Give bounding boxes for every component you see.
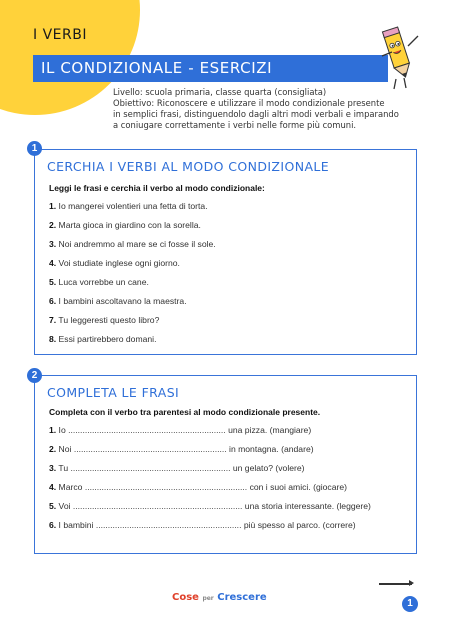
exercise-1-number-badge: 1 xyxy=(27,141,42,156)
intro-level: Livello: scuola primaria, classe quarta (consigliata) xyxy=(113,87,327,97)
list-item: 5. Luca vorrebbe un cane. xyxy=(49,277,149,287)
list-item: 2. Marta gioca in giardino con la sorella. xyxy=(49,220,201,230)
list-item: 1. Io .................................................................. una pizza. (mangiare) xyxy=(49,425,312,435)
list-item: 8. Essi partirebbero domani. xyxy=(49,334,157,344)
intro-objective-end: a coniugare correttamente i verbi nelle forme più comuni. xyxy=(113,120,357,130)
category-label: I VERBI xyxy=(33,27,87,43)
exercise-2-title: COMPLETA LE FRASI xyxy=(47,385,180,400)
next-page-arrow-icon xyxy=(379,583,412,585)
list-item: 4. Marco .................................................................... con i suoi amici. (giocare) xyxy=(49,482,347,492)
page-number-badge: 1 xyxy=(402,596,418,612)
page-title: IL CONDIZIONALE - ESERCIZI xyxy=(41,59,273,77)
exercise-2-list xyxy=(49,421,371,535)
intro-objective-cont: in semplici frasi, distinguendolo dagli altri modi verbali e imparando xyxy=(113,109,399,119)
list-item: 7. Tu leggeresti questo libro? xyxy=(49,315,160,325)
exercise-2-card xyxy=(34,375,417,554)
list-item: 1. Io mangerei volentieri una fetta di torta. xyxy=(49,201,208,211)
list-item: 4. Voi studiate inglese ogni giorno. xyxy=(49,258,180,268)
list-item: 3. Noi andremmo al mare se ci fosse il sole. xyxy=(49,239,216,249)
list-item: 6. I bambini ascoltavano la maestra. xyxy=(49,296,187,306)
exercise-2-instruction: Completa con il verbo tra parentesi al modo condizionale presente. xyxy=(49,407,321,417)
list-item: 3. Tu ................................................................... un gelato? (volere) xyxy=(49,463,305,473)
list-item: 6. I bambini ............................................................. più spesso al parco. (correre) xyxy=(49,520,356,530)
exercise-2-number-badge: 2 xyxy=(27,368,42,383)
exercise-1-list xyxy=(49,197,216,349)
list-item: 2. Noi ................................................................ in montagna. (andare) xyxy=(49,444,314,454)
exercise-1-title: CERCHIA I VERBI AL MODO CONDIZIONALE xyxy=(47,159,330,174)
exercise-1-card xyxy=(34,149,417,355)
list-item: 5. Voi ....................................................................... una storia interessante. (leggere) xyxy=(49,501,371,511)
title-banner xyxy=(33,55,388,82)
pencil-mascot-icon xyxy=(372,22,427,92)
brand-logo: Cose per Crescere xyxy=(172,592,267,603)
exercise-1-instruction: Leggi le frasi e cerchia il verbo al modo condizionale: xyxy=(49,183,265,193)
intro-objective: Obiettivo: Riconoscere e utilizzare il modo condizionale presente xyxy=(113,98,385,108)
intro-text xyxy=(113,87,433,131)
